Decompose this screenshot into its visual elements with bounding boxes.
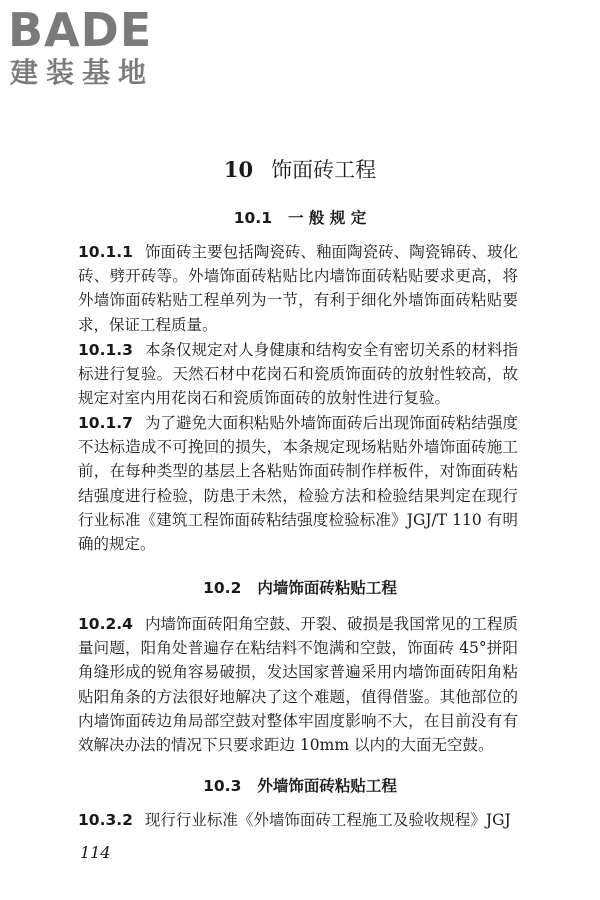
section-number: 10.2 (203, 579, 242, 597)
section-heading-10-1 (0, 206, 600, 230)
chapter-title (0, 155, 600, 185)
clause-10-1-1 (78, 240, 518, 337)
clause-10-3-2 (78, 808, 518, 832)
clause-text: 饰面砖主要包括陶瓷砖、釉面陶瓷砖、陶瓷锦砖、玻化砖、劈开砖等。外墙饰面砖粘贴比内墙饰面砖粘贴要求更高，将外墙饰面砖粘贴工程单列为一节，有利于细化外墙饰面砖粘贴要求，保证工程质量。 (78, 243, 518, 334)
clause-10-1-7 (78, 411, 518, 556)
chapter-title-text: 饰面砖工程 (271, 158, 377, 182)
clause-text: 本条仅规定对人身健康和结构安全有密切关系的材料指标进行复验。天然石材中花岗石和瓷质饰面砖的放射性较高，故规定对室内用花岗石和瓷质饰面砖的放射性进行复验。 (78, 341, 518, 408)
clause-10-2-4 (78, 612, 518, 757)
section-title: 内墙饰面砖粘贴工程 (257, 579, 397, 597)
logo-wordmark: BADE (8, 3, 153, 57)
clause-text: 内墙饰面砖阳角空鼓、开裂、破损是我国常见的工程质量问题，阳角处普遍存在粘结料不饱满和空鼓，饰面砖 45°拼阳角缝形成的锐角容易破损，发达国家普遍采用内墙饰面砖阳角粘贴阳角条的方法很好地解决了这个难题，值得借鉴。其他部位的内墙饰面砖边角局部空鼓对整体牢固度影响不大，在目前没有有效解决办法的情况下只要求距边 10mm 以内的大面无空鼓。 (78, 615, 518, 755)
clause-number: 10.2.4 (78, 615, 133, 633)
clause-text: 现行行业标准《外墙饰面砖工程施工及验收规程》JGJ (144, 811, 511, 829)
clause-number: 10.1.7 (78, 414, 133, 432)
section-number: 10.1 (233, 209, 273, 227)
bade-logo (8, 4, 178, 92)
section-heading-10-2 (0, 576, 600, 600)
logo-tagline: 建装基地 (10, 56, 155, 89)
section-heading-10-3 (0, 774, 600, 798)
clause-number: 10.1.3 (78, 341, 133, 359)
section-number: 10.3 (203, 777, 242, 795)
section-title: 一 般 规 定 (288, 209, 367, 227)
clause-text: 为了避免大面积粘贴外墙饰面砖后出现饰面砖粘结强度不达标造成不可挽回的损失，本条规定现场粘贴外墙饰面砖施工前，在每种类型的基层上各粘贴饰面砖制作样板件，对饰面砖粘结强度进行检验，防患于未然，检验方法和检验结果判定在现行行业标准《建筑工程饰面砖粘结强度检验标准》JGJ/T 110 有明确的规定。 (78, 414, 518, 554)
clause-10-1-3 (78, 338, 518, 411)
page-number: 114 (80, 843, 111, 862)
chapter-number: 10 (223, 157, 254, 182)
clause-number: 10.3.2 (78, 811, 133, 829)
clause-number: 10.1.1 (78, 243, 133, 261)
section-title: 外墙饰面砖粘贴工程 (257, 777, 397, 795)
